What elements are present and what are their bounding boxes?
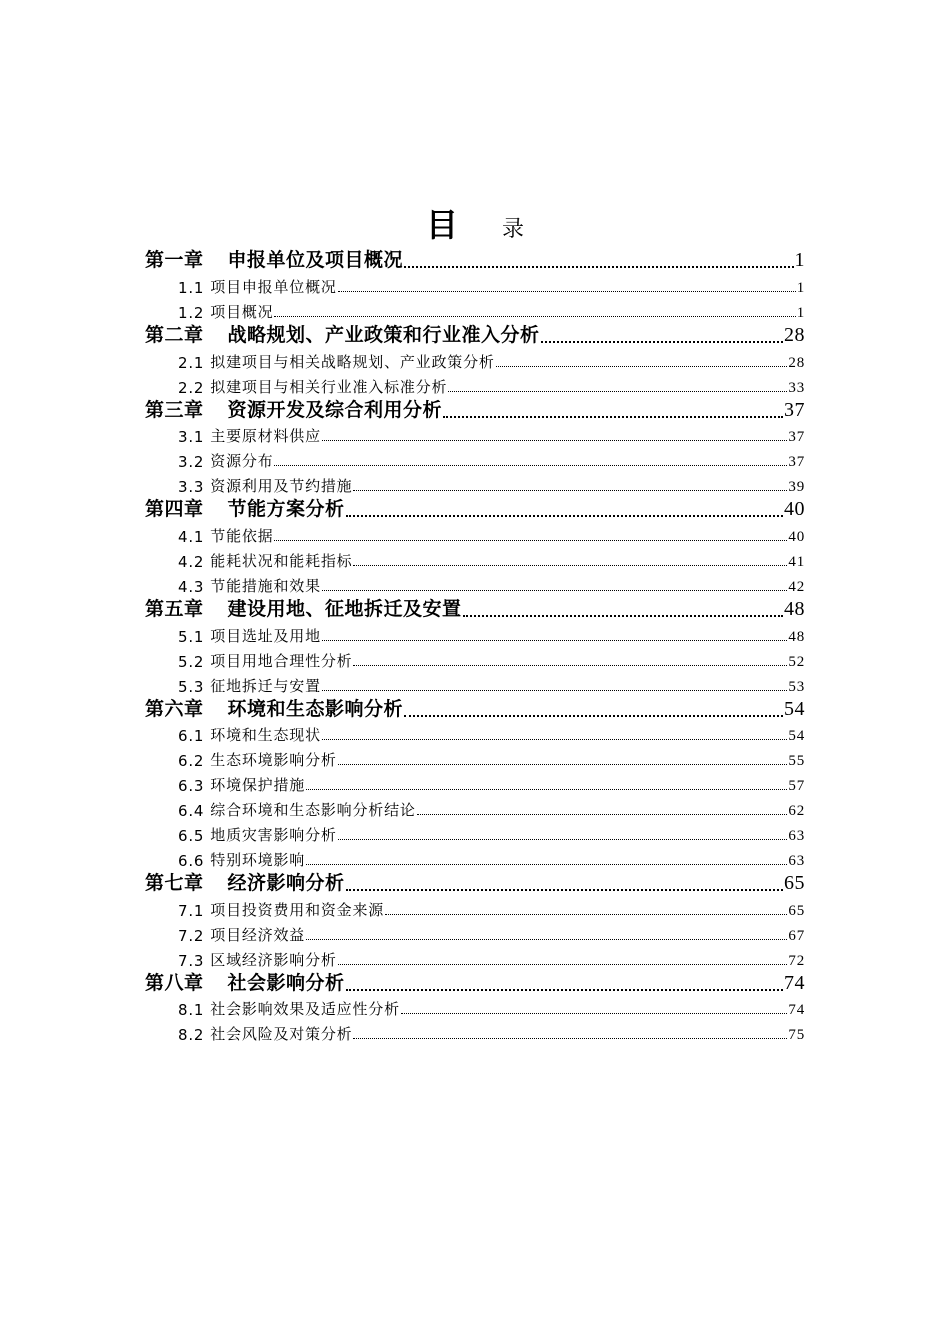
- toc-section-row[interactable]: [145, 272, 805, 297]
- toc-section-row[interactable]: [145, 571, 805, 596]
- toc-page-number: 1: [796, 279, 805, 296]
- toc-entry-label: 资源利用及节约措施: [210, 477, 353, 496]
- toc-dot-leader: [346, 514, 783, 517]
- toc-page-number: 28: [788, 354, 805, 371]
- toc-dot-leader: [322, 439, 788, 441]
- toc-entry-label: 项目申报单位概况: [210, 277, 337, 296]
- toc-dot-leader: [443, 415, 783, 418]
- toc-entry-number: 7.1: [178, 901, 205, 920]
- toc-section-row[interactable]: [145, 471, 805, 496]
- toc-page-number: 37: [788, 454, 805, 471]
- toc-page-number: 62: [788, 803, 805, 820]
- toc-entry-label: 经济影响分析: [227, 871, 345, 894]
- toc-entry-label: 地质灾害影响分析: [210, 826, 337, 845]
- toc-chapter-row[interactable]: [145, 397, 805, 422]
- toc-dot-leader: [338, 838, 788, 840]
- toc-entry-number: 3.2: [178, 453, 205, 472]
- toc-page-number: 54: [784, 697, 805, 720]
- toc-page-number: 1: [796, 304, 805, 321]
- toc-section-row[interactable]: [145, 546, 805, 571]
- toc-entry-label: 节能方案分析: [227, 498, 345, 521]
- toc-page-number: 41: [788, 554, 805, 571]
- toc-dot-leader: [404, 714, 783, 717]
- toc-page-number: 33: [788, 379, 805, 396]
- toc-dot-leader: [306, 938, 787, 940]
- toc-entry-label: 项目投资费用和资金来源: [210, 900, 385, 919]
- toc-entry-number: 4.1: [178, 528, 205, 547]
- toc-dot-leader: [353, 664, 787, 666]
- toc-dot-leader: [496, 365, 788, 367]
- toc-entry-number: 6.6: [178, 851, 205, 870]
- toc-section-row[interactable]: [145, 920, 805, 945]
- title-char-2: 录: [502, 217, 525, 242]
- toc-chapter-row[interactable]: [145, 247, 805, 272]
- toc-page-number: 75: [788, 1027, 805, 1044]
- toc-entry-label: 申报单位及项目概况: [227, 249, 404, 271]
- toc-entry-label: 项目选址及用地: [210, 626, 321, 645]
- toc-entry-label: 项目经济效益: [210, 925, 306, 944]
- toc-entry-label: 项目用地合理性分析: [210, 651, 353, 670]
- page-title: [0, 203, 950, 247]
- toc-page-number: 48: [784, 597, 805, 620]
- toc-entry-number: 6.5: [178, 827, 205, 846]
- toc-section-row[interactable]: [145, 770, 805, 795]
- toc-entry-label: 拟建项目与相关行业准入标准分析: [210, 377, 448, 396]
- toc-entry-label: 节能依据: [210, 527, 274, 546]
- toc-entry-number: 2.1: [178, 353, 205, 372]
- toc-section-row[interactable]: [145, 422, 805, 447]
- toc-section-row[interactable]: [145, 845, 805, 870]
- toc-dot-leader: [463, 614, 783, 617]
- toc-entry-label: 主要原材料供应: [210, 427, 321, 446]
- toc-dot-leader: [401, 1012, 788, 1014]
- toc-page-number: 40: [784, 498, 805, 521]
- toc-page-number: 52: [788, 653, 805, 670]
- toc-entry-label: 资源开发及综合利用分析: [227, 398, 443, 421]
- toc-page-number: 55: [788, 753, 805, 770]
- toc-section-row[interactable]: [145, 795, 805, 820]
- toc-entry-number: 第二章: [145, 323, 204, 346]
- toc-entry-label: 环境和生态影响分析: [227, 697, 404, 720]
- toc-chapter-row[interactable]: [145, 322, 805, 347]
- toc-entry-number: 6.2: [178, 752, 205, 771]
- toc-section-row[interactable]: [145, 521, 805, 546]
- toc-dot-leader: [274, 539, 787, 541]
- toc-dot-leader: [274, 315, 795, 317]
- toc-entry-number: 2.2: [178, 378, 205, 397]
- toc-entry-number: 第六章: [145, 697, 204, 720]
- toc-entry-label: 节能措施和效果: [210, 576, 321, 595]
- toc-page-number: 63: [788, 852, 805, 869]
- toc-entry-number: 第三章: [145, 398, 204, 421]
- toc-dot-leader: [404, 265, 793, 268]
- toc-page-number: 72: [788, 952, 805, 969]
- toc-entry-label: 项目概况: [210, 302, 274, 321]
- toc-page-number: 57: [788, 778, 805, 795]
- toc-entry-label: 征地拆迁与安置: [210, 676, 321, 695]
- toc-chapter-row[interactable]: [145, 970, 805, 995]
- toc-dot-leader: [346, 988, 783, 991]
- toc-entry-number: 1.2: [178, 303, 205, 322]
- toc-section-row[interactable]: [145, 671, 805, 696]
- toc-dot-leader: [338, 763, 788, 765]
- toc-section-row[interactable]: [145, 1019, 805, 1044]
- toc-entry-number: 5.3: [178, 677, 205, 696]
- toc-entry-label: 社会影响效果及适应性分析: [210, 1000, 400, 1019]
- toc-section-row[interactable]: [145, 945, 805, 970]
- toc-entry-number: 第八章: [145, 971, 204, 994]
- toc-page-number: 1: [794, 249, 805, 271]
- toc-page-number: 39: [788, 479, 805, 496]
- toc-entry-label: 综合环境和生态影响分析结论: [210, 801, 416, 820]
- toc-entry-label: 拟建项目与相关战略规划、产业政策分析: [210, 352, 495, 371]
- toc-dot-leader: [353, 1037, 787, 1039]
- toc-entry-number: 7.3: [178, 951, 205, 970]
- toc-page-number: 74: [788, 1002, 805, 1019]
- toc-page-number: 67: [788, 927, 805, 944]
- toc-chapter-row[interactable]: [145, 696, 805, 721]
- toc-entry-number: 第五章: [145, 597, 204, 620]
- toc-entry-label: 环境和生态现状: [210, 726, 321, 745]
- toc-section-row[interactable]: [145, 721, 805, 746]
- toc-section-row[interactable]: [145, 347, 805, 372]
- toc-entry-number: 8.1: [178, 1001, 205, 1020]
- toc-entry-number: 8.2: [178, 1026, 205, 1045]
- toc-entry-label: 区域经济影响分析: [210, 950, 337, 969]
- toc-dot-leader: [417, 813, 788, 815]
- toc-entry-label: 特别环境影响: [210, 850, 306, 869]
- toc-entry-label: 社会影响分析: [227, 971, 345, 994]
- toc-page-number: 54: [788, 728, 805, 745]
- toc-page-number: 42: [788, 578, 805, 595]
- toc-section-row[interactable]: [145, 621, 805, 646]
- toc-entry-label: 建设用地、征地拆迁及安置: [227, 597, 462, 620]
- toc-page-number: 65: [784, 871, 805, 894]
- toc-page-number: 65: [788, 902, 805, 919]
- toc-dot-leader: [541, 340, 783, 343]
- toc-dot-leader: [353, 564, 787, 566]
- toc-entry-label: 能耗状况和能耗指标: [210, 552, 353, 571]
- toc-page-number: 63: [788, 828, 805, 845]
- toc-entry-number: 4.3: [178, 577, 205, 596]
- toc-entry-label: 环境保护措施: [210, 776, 306, 795]
- toc-dot-leader: [346, 888, 783, 891]
- toc-dot-leader: [322, 689, 788, 691]
- toc-entry-label: 战略规划、产业政策和行业准入分析: [227, 323, 540, 346]
- toc-entry-number: 3.1: [178, 428, 205, 447]
- toc-page-number: 53: [788, 678, 805, 695]
- toc-section-row[interactable]: [145, 995, 805, 1020]
- toc-dot-leader: [322, 589, 788, 591]
- toc-section-row[interactable]: [145, 372, 805, 397]
- toc-chapter-row[interactable]: [145, 870, 805, 895]
- toc-entry-number: 3.3: [178, 478, 205, 497]
- toc-dot-leader: [274, 464, 787, 466]
- toc-dot-leader: [306, 863, 787, 865]
- toc-entry-label: 生态环境影响分析: [210, 751, 337, 770]
- toc-chapter-row[interactable]: [145, 496, 805, 521]
- toc-section-row[interactable]: [145, 297, 805, 322]
- toc-entry-number: 4.2: [178, 553, 205, 572]
- toc-section-row[interactable]: [145, 820, 805, 845]
- toc-entry-number: 第四章: [145, 498, 204, 521]
- toc-page-number: 37: [788, 429, 805, 446]
- toc-dot-leader: [385, 913, 787, 915]
- toc-dot-leader: [338, 290, 796, 292]
- toc-section-row[interactable]: [145, 745, 805, 770]
- toc-entry-number: 1.1: [178, 278, 205, 297]
- toc-entry-number: 6.3: [178, 777, 205, 796]
- toc-entry-number: 5.1: [178, 627, 205, 646]
- toc-page-number: 40: [788, 529, 805, 546]
- toc-section-row[interactable]: [145, 646, 805, 671]
- toc-dot-leader: [448, 390, 787, 392]
- toc-chapter-row[interactable]: [145, 596, 805, 621]
- toc-entry-label: 社会风险及对策分析: [210, 1025, 353, 1044]
- toc-dot-leader: [306, 788, 787, 790]
- toc-section-row[interactable]: [145, 895, 805, 920]
- toc-entry-number: 6.1: [178, 727, 205, 746]
- toc-dot-leader: [322, 738, 788, 740]
- toc-dot-leader: [353, 489, 787, 491]
- toc-entry-number: 第一章: [145, 249, 204, 271]
- toc-dot-leader: [322, 639, 788, 641]
- title-char-1: 目: [425, 206, 458, 244]
- toc-section-row[interactable]: [145, 446, 805, 471]
- toc-page-number: 48: [788, 628, 805, 645]
- toc-entry-number: 第七章: [145, 871, 204, 894]
- toc-page-number: 28: [784, 323, 805, 346]
- toc-entry-number: 5.2: [178, 652, 205, 671]
- toc-entry-number: 6.4: [178, 802, 205, 821]
- toc-entry-number: 7.2: [178, 926, 205, 945]
- toc-page-number: 37: [784, 398, 805, 421]
- toc-entry-label: 资源分布: [210, 452, 274, 471]
- toc-dot-leader: [338, 963, 788, 965]
- toc-page-number: 74: [784, 971, 805, 994]
- table-of-contents: [145, 247, 805, 1044]
